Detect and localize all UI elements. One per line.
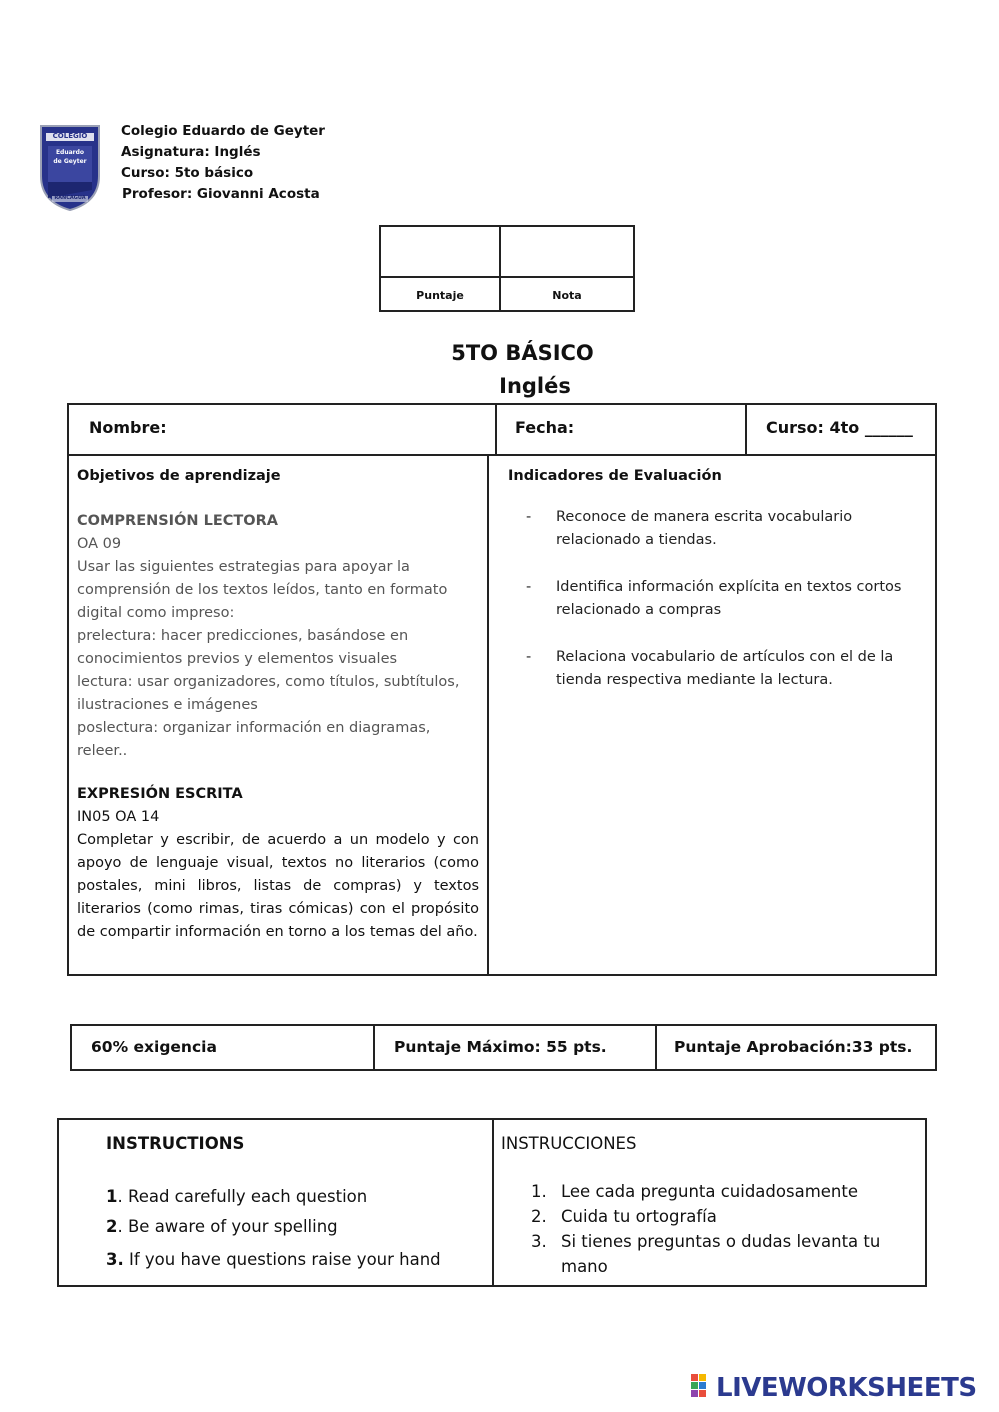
indicators-column — [508, 466, 918, 716]
instructions-es-heading: INSTRUCCIONES — [501, 1134, 637, 1153]
section1-line: ilustraciones e imágenes — [77, 697, 258, 713]
logo-bottom-text: RANCAGUA — [54, 195, 86, 201]
exigencia-label: 60% exigencia — [91, 1038, 217, 1056]
instruction-es-text: Si tienes preguntas o dudas levanta tu mano — [561, 1232, 881, 1276]
instruction-en-text: If you have questions raise your hand — [123, 1250, 441, 1269]
instructions-divider — [492, 1120, 494, 1285]
objectives-divider — [487, 454, 489, 974]
instruction-es-num: 2. — [531, 1207, 547, 1226]
instructions-en-heading: INSTRUCTIONS — [106, 1134, 245, 1153]
puntaje-input-cell[interactable] — [381, 227, 501, 278]
watermark-text: LIVEWORKSHEETS — [716, 1373, 977, 1403]
objectives-table — [67, 454, 937, 976]
school-header — [121, 121, 421, 205]
course-line: Curso: 5to básico — [121, 165, 254, 181]
puntaje-label: Puntaje — [416, 289, 464, 302]
section1-line: prelectura: hacer predicciones, basándose en — [77, 628, 409, 644]
section2-code: IN05 OA 14 — [77, 809, 160, 825]
instruction-en-item — [106, 1182, 486, 1212]
instruction-es-text: Lee cada pregunta cuidadosamente — [561, 1182, 858, 1201]
puntaje-maximo-label: Puntaje Máximo: 55 pts. — [394, 1038, 607, 1056]
instruction-es-item — [501, 1229, 881, 1279]
nota-label: Nota — [552, 289, 582, 302]
section1-title: COMPRENSIÓN LECTORA — [77, 513, 278, 529]
section1-line: releer.. — [77, 743, 128, 759]
fecha-field[interactable]: Fecha: — [515, 418, 575, 437]
instructions-table — [57, 1118, 927, 1287]
instruction-en-num: 1 — [106, 1187, 118, 1206]
info-divider-2 — [745, 405, 747, 454]
objectives-heading: Objetivos de aprendizaje — [77, 468, 281, 484]
indicator-item: - Identifica información explícita en textos cortos relacionado a compras — [508, 576, 918, 622]
nombre-field[interactable]: Nombre: — [89, 418, 167, 437]
instruction-en-text: . Read carefully each question — [117, 1187, 368, 1206]
scoring-row — [70, 1024, 937, 1071]
instructions-english — [106, 1132, 486, 1275]
instruction-es-text: Cuida tu ortografía — [561, 1207, 717, 1226]
score-box — [379, 225, 635, 312]
section2-text: Completar y escribir, de acuerdo a un modelo y con apoyo de lenguaje visual, textos no literarios (como postales, mini libros, listas de compras) y textos literarios (como rimas, tiras cómicas) con el propósito de compartir información en torno a los temas del año. — [77, 832, 479, 940]
info-divider-1 — [495, 405, 497, 454]
teacher-line: Profesor: Giovanni Acosta — [122, 186, 320, 202]
page-title: 5TO BÁSICO — [451, 341, 594, 365]
section1-code: OA 09 — [77, 536, 122, 552]
section1-line: comprensión de los textos leídos, tanto en formato — [77, 582, 448, 598]
section2-title: EXPRESIÓN ESCRITA — [77, 786, 243, 802]
subject-line: Asignatura: Inglés — [121, 144, 261, 160]
indicator-item: - Relaciona vocabulario de artículos con el de la tienda respectiva mediante la lectura. — [508, 646, 918, 692]
student-info-row — [67, 403, 937, 456]
liveworksheets-logo-icon — [690, 1373, 714, 1403]
indicators-heading: Indicadores de Evaluación — [508, 468, 722, 484]
indicators-list — [508, 506, 918, 692]
instruction-en-num: 3. — [106, 1250, 124, 1269]
section1-line: lectura: usar organizadores, como títulos, subtítulos, — [77, 674, 460, 690]
instructions-spanish — [501, 1132, 901, 1279]
nota-input-cell[interactable] — [501, 227, 633, 278]
instruction-es-num: 3. — [531, 1232, 547, 1251]
instruction-en-num: 2 — [106, 1217, 118, 1236]
scoring-divider-2 — [655, 1026, 657, 1069]
puntaje-aprobacion-label: Puntaje Aprobación:33 pts. — [674, 1038, 913, 1056]
section1-line: poslectura: organizar información en diagramas, — [77, 720, 431, 736]
instruction-en-item — [106, 1245, 486, 1275]
curso-field[interactable]: Curso: 4to ______ — [766, 418, 913, 437]
logo-subtext: Eduardo de Geyter — [53, 149, 87, 165]
instruction-es-item — [501, 1179, 901, 1204]
logo-text: COLEGIO — [52, 132, 88, 140]
objectives-column — [77, 466, 479, 944]
liveworksheets-watermark — [690, 1371, 977, 1405]
section1-line: conocimientos previos y elementos visuales — [77, 651, 398, 667]
school-name: Colegio Eduardo de Geyter — [121, 123, 325, 139]
page-subtitle: Inglés — [499, 374, 571, 398]
instruction-en-item — [106, 1212, 486, 1242]
indicator-item: - Reconoce de manera escrita vocabulario relacionado a tiendas. — [508, 506, 918, 552]
school-logo — [38, 124, 102, 212]
section1-line: Usar las siguientes estrategias para apoyar la — [77, 559, 410, 575]
section1-line: digital como impreso: — [77, 605, 235, 621]
instruction-es-item — [501, 1204, 901, 1229]
instruction-en-text: . Be aware of your spelling — [117, 1217, 338, 1236]
instructions-es-list — [501, 1179, 901, 1279]
instruction-es-num: 1. — [531, 1182, 547, 1201]
scoring-divider-1 — [373, 1026, 375, 1069]
